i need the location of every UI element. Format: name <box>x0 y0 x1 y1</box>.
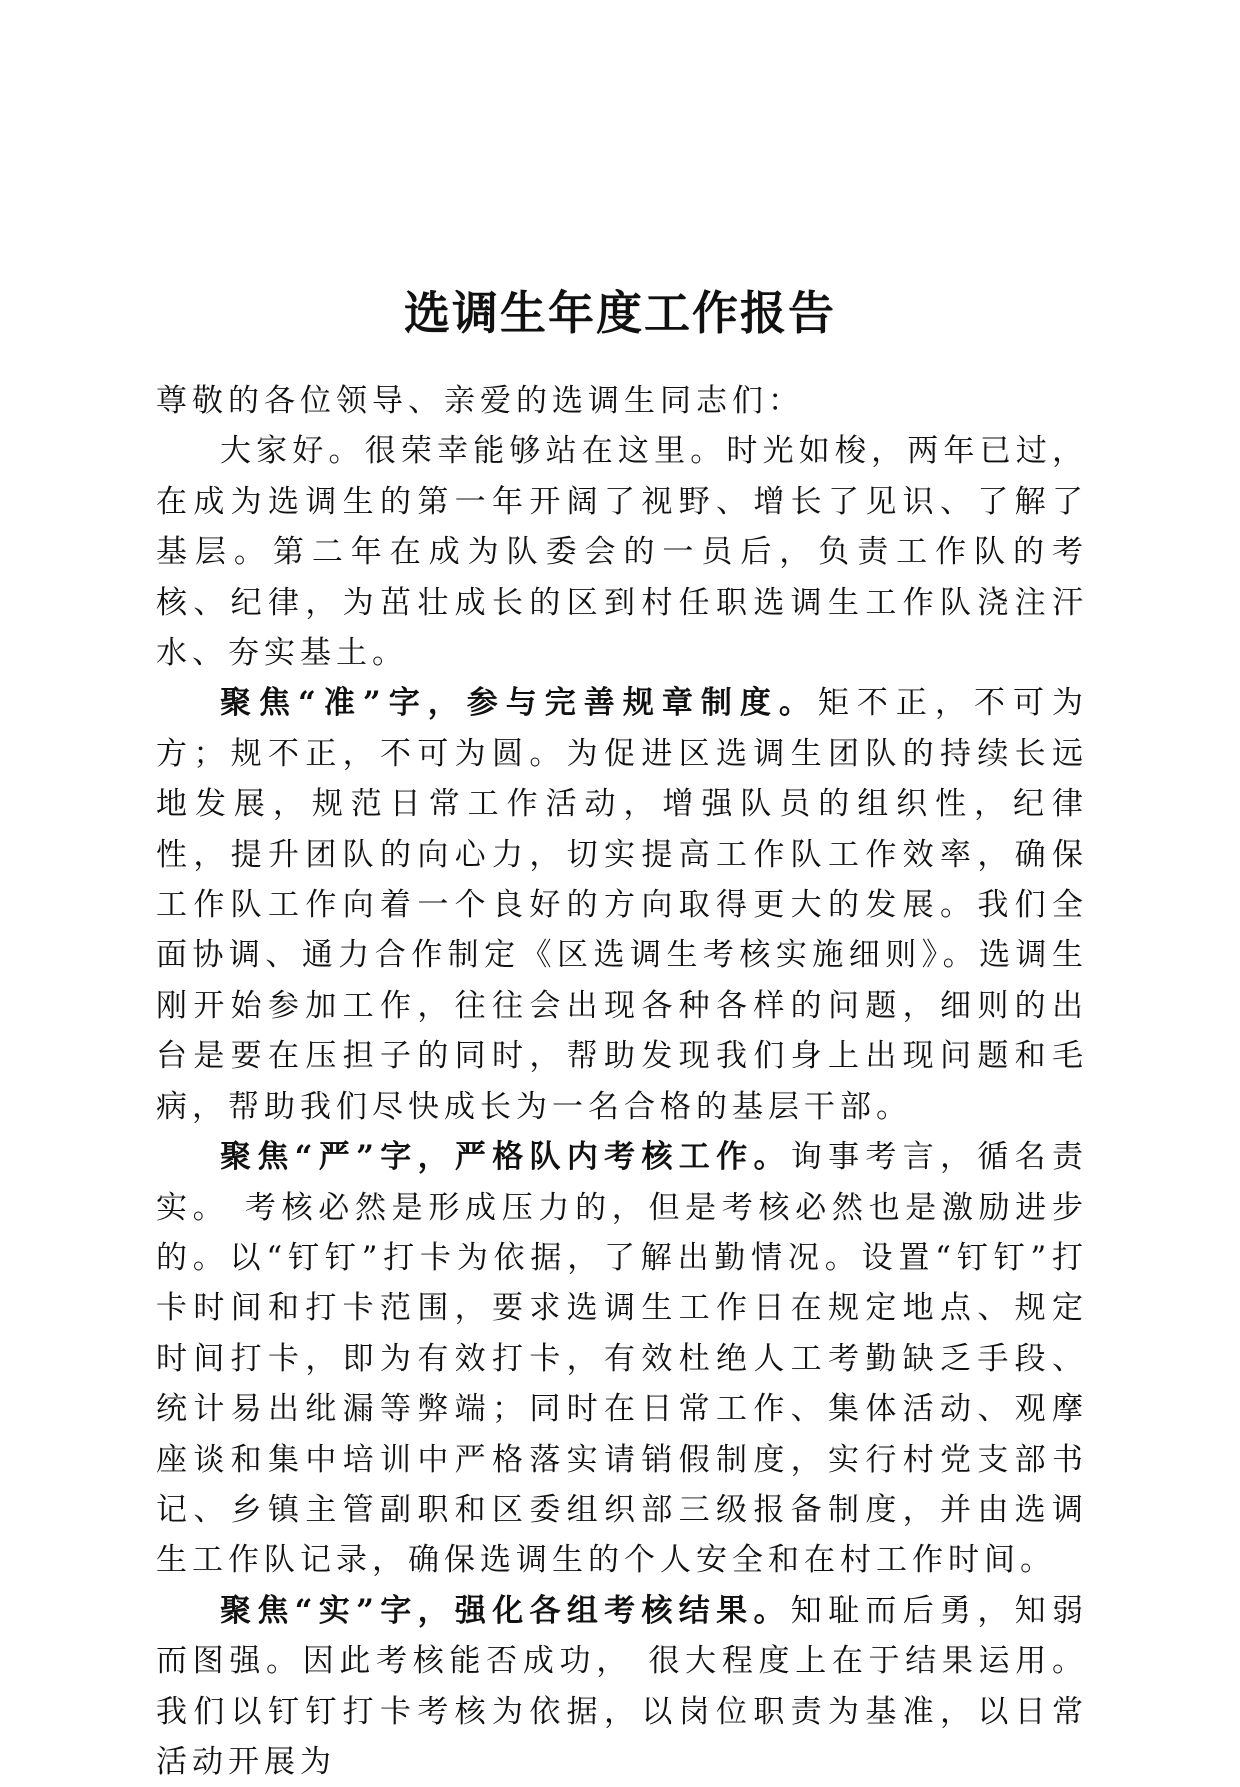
section-paragraph-results <box>156 1586 1088 1787</box>
section-paragraph-accuracy <box>156 678 1088 1132</box>
section-text-accuracy: 矩不正，不可为方；规不正，不可为圆。为促进区选调生团队的持续长远地发展，规范日常工作活动，增强队员的组织性，纪律性，提升团队的向心力，切实提高工作队工作效率，确保工作队工作向着一个良好的方向取得更大的发展。我们全面协调、通力合作制定《区选调生考核实施细则》。选调生刚开始参加工作，往往会出现各种各样的问题，细则的出台是要在压担子的同时，帮助发现我们身上出现问题和毛病，帮助我们尽快成长为一名合格的基层干部。 <box>156 685 1088 1125</box>
document-body <box>156 376 1088 1787</box>
salutation: 尊敬的各位领导、亲爱的选调生同志们： <box>156 383 804 419</box>
section-heading-results: 聚焦“实”字，强化各组考核结果。 <box>220 1592 791 1629</box>
document-title: 选调生年度工作报告 <box>404 285 836 340</box>
intro-paragraph: 大家好。很荣幸能够站在这里。时光如梭，两年已过，在成为选调生的第一年开阔了视野、增长了见识、了解了基层。第二年在成为队委会的一员后，负责工作队的考核、纪律，为茁壮成长的区到村任职选调生工作队浇注汗水、夯实基土。 <box>156 433 1088 672</box>
section-heading-strictness: 聚焦“严”字，严格队内考核工作。 <box>220 1139 791 1176</box>
section-text-strictness: 询事考言，循名责实。 考核必然是形成压力的，但是考核必然也是激励进步的。以“钉钉”打卡为依据，了解出勤情况。设置“钉钉”打卡时间和打卡范围，要求选调生工作日在规定地点、规定时间打卡，即为有效打卡，有效杜绝人工考勤缺乏手段、统计易出纰漏等弊端；同时在日常工作、集体活动、观摩座谈和集中培训中严格落实请销假制度，实行村党支部书记、乡镇主管副职和区委组织部三级报备制度，并由选调生工作队记录，确保选调生的个人安全和在村工作时间。 <box>156 1139 1088 1579</box>
section-text-results: 知耻而后勇，知弱而图强。因此考核能否成功， 很大程度上在于结果运用。我们以钉钉打卡考核为依据，以岗位职责为基准，以日常活动开展为 <box>156 1592 1088 1780</box>
section-paragraph-strictness <box>156 1132 1088 1586</box>
section-heading-accuracy: 聚焦“准”字，参与完善规章制度。 <box>220 685 818 722</box>
